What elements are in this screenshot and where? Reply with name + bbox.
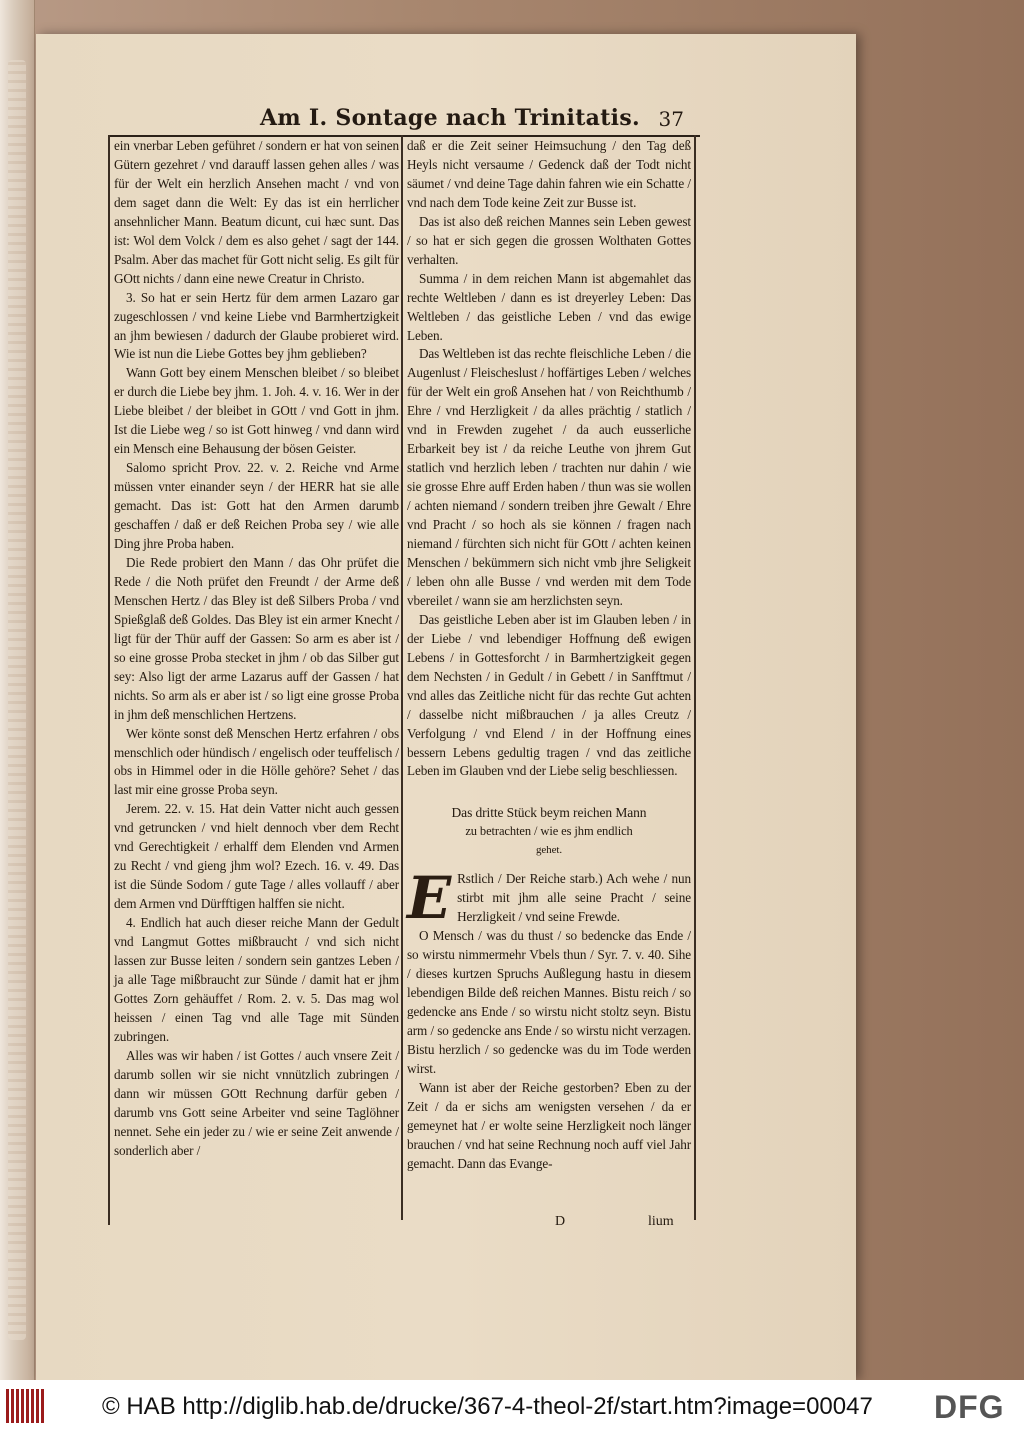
paragraph: O Mensch / was du thust / so bedencke das Ende / so wirstu nimmermehr Vbels thun / Syr. 7. v. 40. Sihe / dieses kurtzen Spruchs Außlegung hastu in diesem lebendigen Bilde deß reichen Mannes. Bistu reich / so gedencke ans Ende / so wirstu nicht stoltz seyn. Bistu arm / so gedencke ans Ende / so wirstu nicht verzagen. Bistu herzlich / so gedencke was du im Tode werden wirst.: [407, 928, 691, 1076]
footer-credit-link[interactable]: © HAB http://diglib.hab.de/drucke/367-4-theol-2f/start.htm?image=00047: [102, 1393, 873, 1420]
paragraph: Wann Gott bey einem Menschen bleibet / so bleibet er durch die Liebe bey jhm. 1. Joh. 4. v. 16. Wer in der Liebe bleibet / der bleibet in GOtt / vnd Gott in jhm. Ist die Liebe weg / so ist Gott hinweg / vnd dann wird ein Mensch eine Behausung der bösen Geister.: [114, 365, 399, 457]
dropcap-paragraph: [407, 864, 691, 933]
paragraph: Alles was wir haben / ist Gottes / auch vnsere Zeit / darumb sollen wir sie nicht vnnützlich zubringen / dann wir müssen GOtt Rechnung darfür geben / darumb vns Gott seine Arbeiter vnd seine Taglöhner nennet. Sehe ein jeder zu / wie er seine Zeit anwende / sonderlich aber /: [114, 1047, 399, 1158]
paragraph: 3. So hat er sein Hertz für dem armen Lazaro gar zugeschlossen / vnd keine Liebe vnd Barmhertzigkeit an jhm bewiesen / dadurch der Glaube probieret wird. Wie ist nun die Liebe Gottes bey jhm geblieben?: [114, 289, 399, 362]
paragraph: Wer könte sonst deß Menschen Hertz erfahren / obs menschlich oder hündisch / engelisch oder teuffelisch / obs in Himmel oder in die Hölle gehöre? Sehet / das last mir eine grosse Proba seyn.: [114, 725, 399, 798]
paragraph: Das geistliche Leben aber ist im Glauben leben / in der Liebe / vnd lebendiger Hoffnung deß ewigen Lebens / in Gottesforcht / in Barmhertzigkeit gegen dem Nechsten / in Gedult / in Gebett / in Sanfftmut / vnd alles das Zeitliche nicht für das rechte Gut achten / dasselbe nicht mißbrauchen / ja alles Creutz / Verfolgung / vnd Elend / in der Hoffnung eines bessern Lebens gedultig tragen / vnd das zeitliche Leben im Glauben vnd der Liebe selig beschliessen.: [407, 611, 691, 779]
paragraph: Summa / in dem reichen Mann ist abgemahlet das rechte Weltleben / dann es ist dreyerley Leben: Das Weltleben / das geistliche Leben / vnd das ewige Leben.: [407, 270, 691, 343]
left-column: [114, 137, 399, 1160]
catchword: lium: [648, 1214, 674, 1229]
paragraph: Salomo spricht Prov. 22. v. 2. Reiche vnd Arme müssen vnter einander seyn / der HERR hat sie alle gemacht. Das ist: Gott hat den Armen darumb geschaffen / daß er deß Reichen Proba sey / wie alle Ding jhre Proba haben.: [114, 460, 399, 552]
paragraph: Rstlich / Der Reiche starb.) Ach wehe / nun stirbt mit jhm alle seine Pracht / seine Herzligkeit / vnd seine Frewde.: [457, 871, 691, 925]
running-head: [110, 105, 700, 137]
paragraph: ein vnerbar Leben geführet / sondern er hat von seinen Gütern gezehret / vnd darauff lassen gehen alles / was für der Welt ein herzlich Ansehen macht / vnd von dem saget dann die Welt: Ey das ist ein herrlicher ansehnlicher Mann. Beatum dicunt, cui hæc sunt. Das ist: Wol dem Volck / dem es also gehet / sagt der 144. Psalm. Aber das machet für Gott nicht selig. Es gilt für GOtt nichts / dann eine newe Creatur in Christo.: [114, 138, 399, 286]
binding-edge: [8, 60, 26, 1340]
column-rule-left: [108, 135, 110, 1225]
paragraph: daß er die Zeit seiner Heimsuchung / den Tag deß Heyls nicht versaume / Gedenck daß der Todt nicht säumet / vnd deine Tage dahin fahren wie ein Schatte / vnd nach dem Tode keine Zeit zur Busse ist.: [407, 138, 691, 210]
paragraph: Die Rede probiert den Mann / das Ohr prüfet die Rede / die Noth prüfet den Freundt / der Arme deß Menschen Hertz / das Bley ist deß Silbers Proba / vnd Spießglaß deß Goldes. Das Bley ist ein armer Knecht / ligt für der Thür auff der Gassen: So arm es aber ist / so eine grosse Proba stecket in jhm / ob das Silber gut sey: Also ligt der arme Lazarus auff der Gassen / hat nichts. So arm als er aber ist / so ligt eine grosse Proba in jhm deß menschlichen Hertzens.: [114, 554, 399, 722]
column-rule-middle: [401, 135, 403, 1220]
paragraph: Jerem. 22. v. 15. Hat dein Vatter nicht auch gessen vnd getruncken / vnd hielt dennoch vber dem Recht vnd Gerechtigkeit / erhalff dem Elenden vnd Armen zu Recht / vnd gieng jhm wol? Ezech. 16. v. 49. Das ist die Sünde Sodom / gute Tage / alles vollauff / aber dem Armen vnd Dürfftigen halffen sie nicht.: [114, 801, 399, 912]
running-title: Am I. Sontage nach Trinitatis.: [260, 105, 640, 131]
right-column: [407, 137, 691, 1174]
folio-number: 37: [658, 107, 684, 131]
section-heading-line1: Das dritte Stück beym reichen Mann: [451, 805, 647, 821]
book-binding: [0, 0, 35, 1380]
barcode-icon: [6, 1389, 44, 1423]
dfg-logo: DFG: [934, 1389, 1005, 1425]
decorated-initial: E: [407, 864, 452, 933]
section-heading: [407, 803, 691, 860]
paragraph: Wann ist aber der Reiche gestorben? Eben zu der Zeit / da er sichs am wenigsten versehen / da er gemeynet hat / er wolte seine Herzligkeit noch länger brauchen / vnd hat seine Rechnung noch auff viel Jahr gemacht. Dann das Evange-: [407, 1079, 691, 1171]
section-heading-line2: zu betrachten / wie es jhm endlich: [465, 824, 633, 839]
paragraph: Das Weltleben ist das rechte fleischliche Leben / die Augenlust / Fleischeslust / hoffärtiges Leben / welches für der Welt ein groß Ansehen hat / von Reichthumb / Ehre / vnd Herzligkeit / da alles prächtig / statlich / vnd in Frewden zugehet / da auch eusserliche Erbarkeit bey ist / da reiche Leuthe von jhrem Gut statlich vnd herzlich leben / trachten nur dahin / wie sie grosse Ehre auff Erden haben / thun was sie wollen / achten niemand / sondern treiben jhre Gewalt / Ehre vnd Pracht / so hoch als sie können / fragen nach niemand / fürchten sich nicht für GOtt / achten keinen Menschen / bekümmern sich nicht vmb jhre Seligkeit / leben ohn alle Busse / vnd werden mit dem Tode vbereilet / wann sie am herzlichsten seyn.: [407, 346, 691, 608]
signature-mark: D: [555, 1214, 566, 1229]
paragraph: Das ist also deß reichen Mannes sein Leben gewest / so hat er sich gegen die grossen Wolthaten Gottes verhalten.: [407, 213, 691, 267]
column-rule-right: [694, 135, 696, 1220]
section-heading-line3: gehet.: [536, 844, 562, 857]
paragraph: 4. Endlich hat auch dieser reiche Mann der Gedult vnd Langmut Gottes mißbraucht / vnd sich nicht lassen zur Busse leiten / sondern sein gantzes Leben / ja alle Tage mißbraucht zur Sünde / damit hat er jhm Gottes Zorn gehäuffet / Rom. 2. v. 5. Das mag wol heissen / einen Tag vnd alle Tage mit Sünden zubringen.: [114, 915, 399, 1044]
